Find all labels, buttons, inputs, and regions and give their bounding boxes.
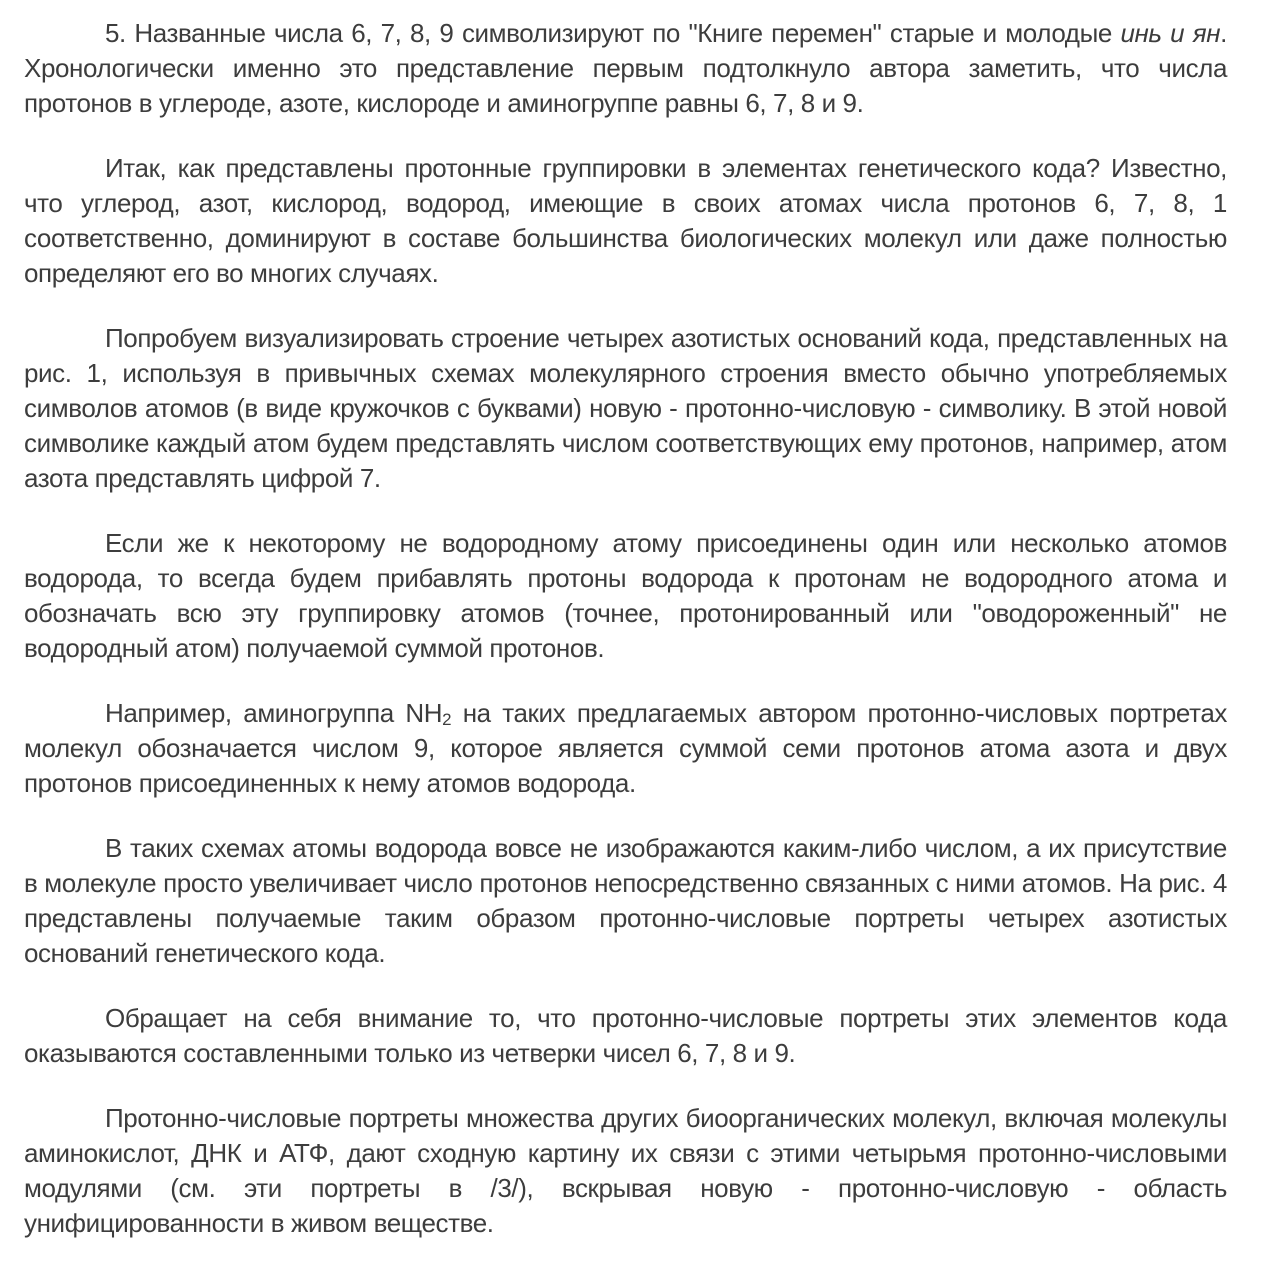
text-run: Протонно-числовые портреты множества других биоорганических молекул, включая молекулы аминокислот, ДНК и АТФ, дают сходную картину их связи с этими четырьмя протонно-числовыми модулями (см. эти портреты в /3/), вскрывая новую - протонно-числовую - область унифицированности в живом веществе. bbox=[24, 1103, 1227, 1238]
paragraph-1 bbox=[24, 16, 1227, 121]
text-run: В таких схемах атомы водорода вовсе не изображаются каким-либо числом, а их присутствие в молекуле просто увеличивает число протонов непосредственно связанных с ними атомов. На рис. 4 представлены получаемые таким образом протонно-числовые портреты четырех азотистых оснований генетического кода. bbox=[24, 833, 1227, 968]
paragraph-3 bbox=[24, 321, 1227, 496]
paragraph-5 bbox=[24, 696, 1227, 801]
text-run: 5. Названные числа 6, 7, 8, 9 символизируют по "Книге перемен" старые и молодые bbox=[105, 18, 1121, 48]
text-run: Итак, как представлены протонные группировки в элементах генетического кода? Известно, что углерод, азот, кислород, водород, имеющие в своих атомах числа протонов 6, 7, 8, 1 соответственно, доминируют в составе большинства биологических молекул или даже полностью определяют его во многих случаях. bbox=[24, 153, 1227, 288]
text-run: на таких предлагаемых автором протонно-числовых портретах молекул обозначается числом 9, которое является суммой семи протонов атома азота и двух протонов присоединенных к нему атомов водорода. bbox=[24, 698, 1227, 798]
document-body bbox=[24, 16, 1227, 1241]
text-run: Например, аминогруппа NH bbox=[105, 698, 443, 728]
paragraph-7 bbox=[24, 1001, 1227, 1071]
text-run: Обращает на себя внимание то, что протонно-числовые портреты этих элементов кода оказываются составленными только из четверки чисел 6, 7, 8 и 9. bbox=[24, 1003, 1227, 1068]
paragraph-8 bbox=[24, 1101, 1227, 1241]
text-run: Если же к некоторому не водородному атому присоединены один или несколько атомов водорода, то всегда будем прибавлять протоны водорода к протонам не водородного атома и обозначать всю эту группировку атомов (точнее, протонированный или "оводороженный" не водородный атом) получаемой суммой протонов. bbox=[24, 528, 1227, 663]
italic-text: инь и ян bbox=[1120, 18, 1221, 48]
text-run: Попробуем визуализировать строение четырех азотистых оснований кода, представленных на рис. 1, используя в привычных схемах молекулярного строения вместо обычно употребляемых символов атомов (в виде кружочков с буквами) новую - протонно-числовую - символику. В этой новой символике каждый атом будем представлять числом соответствующих ему протонов, например, атом азота представлять цифрой 7. bbox=[24, 323, 1227, 493]
paragraph-2 bbox=[24, 151, 1227, 291]
paragraph-4 bbox=[24, 526, 1227, 666]
paragraph-6 bbox=[24, 831, 1227, 971]
subscript-text: 2 bbox=[442, 710, 452, 730]
text-run: . Хронологически именно это представление первым подтолкнуло автора заметить, что числа протонов в углероде, азоте, кислороде и аминогруппе равны 6, 7, 8 и 9. bbox=[24, 18, 1227, 118]
